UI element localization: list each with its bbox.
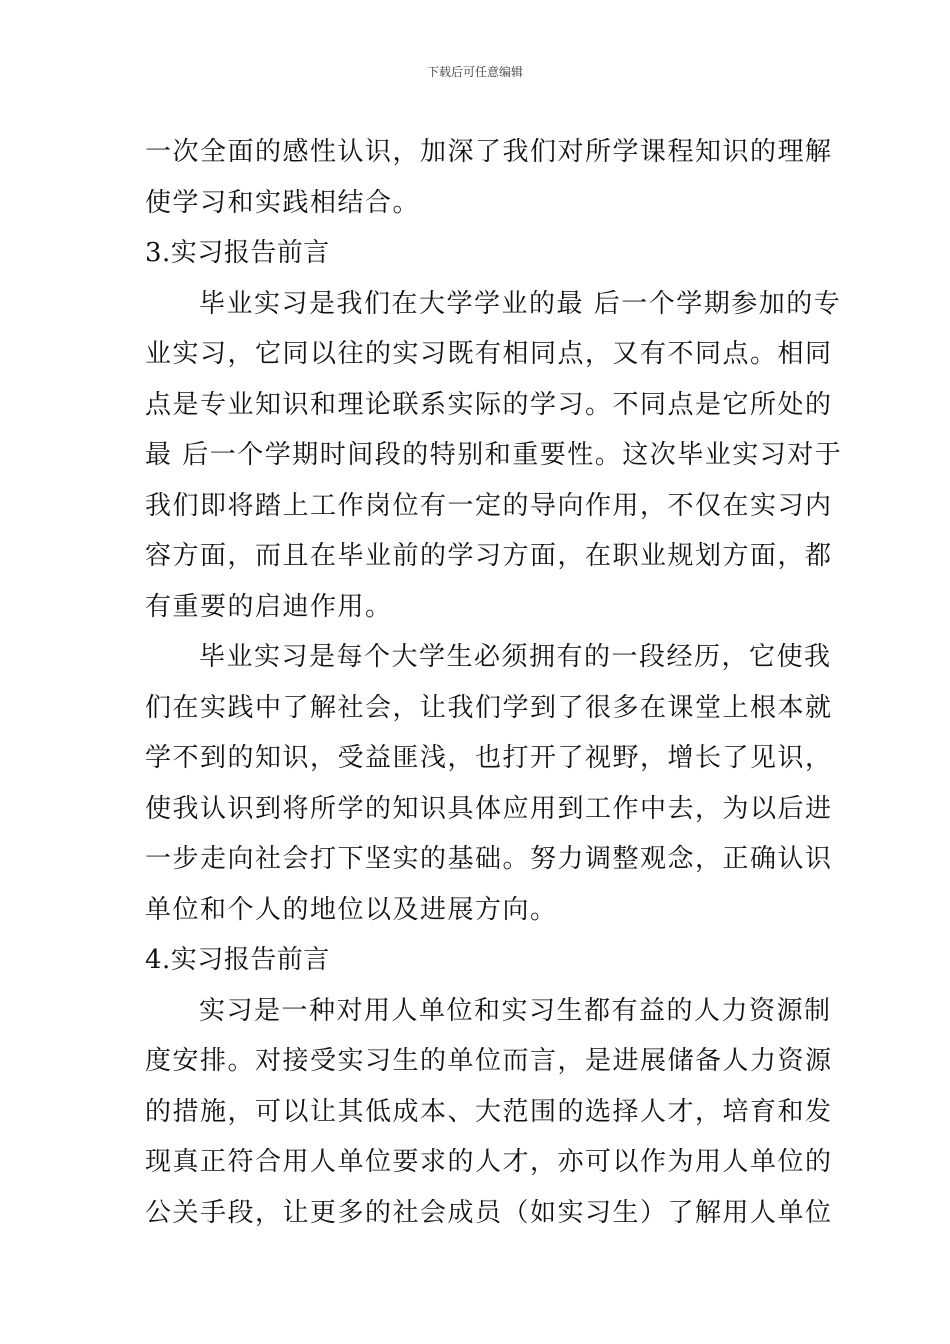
- text-line: 使我认识到将所学的知识具体应用到工作中去，为以后进: [145, 793, 833, 824]
- text-line: 最 后一个学期时间段的特别和重要性。这次毕业实习对于: [145, 440, 843, 470]
- text-line: 有重要的启迪作用。: [145, 591, 393, 622]
- text-line: 公关手段，让更多的社会成员（如实习生）了解用人单位: [145, 1197, 833, 1228]
- text-line: 现真正符合用人单位要求的人才，亦可以作为用人单位的: [145, 1147, 833, 1177]
- text-line: 点是专业知识和理论联系实际的学习。不同点是它所处的: [145, 389, 833, 420]
- section-heading: 3.实习报告前言: [145, 238, 330, 268]
- text-line: 度安排。对接受实习生的单位而言，是进展储备人力资源: [145, 1046, 833, 1076]
- text-line: 一次全面的感性认识，加深了我们对所学课程知识的理解: [145, 137, 833, 167]
- text-line: 一步走向社会打下坚实的基础。努力调整观念，正确认识: [145, 844, 833, 874]
- text-line: 使学习和实践相结合。: [145, 187, 421, 218]
- text-line: 单位和个人的地位以及进展方向。: [145, 894, 558, 925]
- text-line: 们在实践中了解社会，让我们学到了很多在课堂上根本就: [145, 692, 833, 723]
- text-line: 容方面，而且在毕业前的学习方面，在职业规划方面，都: [145, 541, 833, 571]
- text-line: 实习是一种对用人单位和实习生都有益的人力资源制: [199, 995, 832, 1026]
- page-header: 下载后可任意编辑: [426, 65, 523, 79]
- text-line: 我们即将踏上工作岗位有一定的导向作用，不仅在实习内: [145, 490, 833, 521]
- text-line: 毕业实习是我们在大学学业的最 后一个学期参加的专: [199, 288, 842, 319]
- text-line: 的措施，可以让其低成本、大范围的选择人才，培育和发: [145, 1096, 833, 1127]
- text-line: 学不到的知识，受益匪浅，也打开了视野，增长了见识，: [145, 743, 833, 773]
- text-line: 毕业实习是每个大学生必须拥有的一段经历，它使我: [199, 642, 832, 672]
- section-heading: 4.实习报告前言: [145, 945, 330, 975]
- text-line: 业实习，它同以往的实习既有相同点，又有不同点。相同: [145, 339, 833, 369]
- document-body: [145, 127, 843, 1238]
